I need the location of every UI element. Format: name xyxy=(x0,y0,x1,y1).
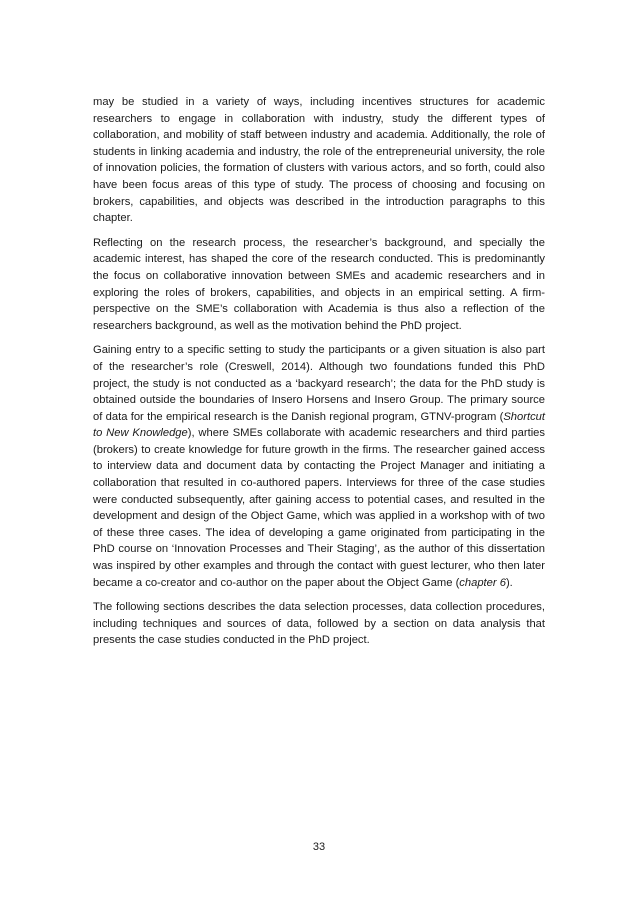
italic-chapter-ref: chapter 6 xyxy=(459,576,506,589)
paragraph-3-part-b: ), where SMEs collaborate with academic researchers and third parties (brokers) to create knowledge for future growth in the firms. The researcher gained access to interview data and document data by contacting the Project Manager and initiating a collaboration that resulted in co-authored papers. Interviews for three of the case studies were conducted subsequently, after gaining access to potential cases, and resulted in the development and design of the Object Game, which was applied in a workshop with of two of these three cases. The idea of developing a game originated from participating in the PhD course on ‘Innovation Processes and Their Staging’, as the author of this dissertation was inspired by other examples and through the contact with guest lecturer, who then later became a co-creator and co-author on the paper about the Object Game ( xyxy=(93,427,545,589)
paragraph-1: may be studied in a variety of ways, including incentives structures for academic researchers to engage in collaboration with industry, study the different types of collaboration, and mobility of staff between industry and academia. Additionally, the role of students in linking academia and industry, the role of the entrepreneurial university, the role of innovation policies, the formation of clusters with various actors, and so forth, could also have been focus areas of this type of study. The process of choosing and focusing on brokers, capabilities, and objects was described in the introduction paragraphs to this chapter. xyxy=(93,96,545,225)
paragraph-3-part-a: Gaining entry to a specific setting to study the participants or a given situation is also part of the researcher’s role (Creswell, 2014). Although two foundations funded this PhD project, the study is not conducted as a ‘backyard research’; the data for the PhD study is obtained outside the boundaries of Insero Horsens and Insero Group. The primary source of data for the empirical research is the Danish regional program, GTNV-program ( xyxy=(93,344,545,423)
paragraph-3-part-c: ). xyxy=(505,576,513,589)
paragraph-2: Reflecting on the research process, the researcher’s background, and specially the academic interest, has shaped the core of the research conducted. This is predominantly the focus on collaborative innovation between SMEs and academic researchers and in exploring the roles of brokers, capabilities, and objects in an empirical setting. A firm-perspective on the SME’s collaboration with Academia is thus also a reflection of the researchers background, as well as the motivation behind the PhD project. xyxy=(93,236,545,332)
page-number: 33 xyxy=(312,841,326,853)
body-text xyxy=(93,94,545,657)
italic-program-name: Shortcut to New Knowledge xyxy=(93,410,545,440)
paragraph-3 xyxy=(93,342,545,591)
paragraph-4: The following sections describes the data selection processes, data collection procedures, including techniques and sources of data, followed by a section on data analysis that presents the case studies conducted in the PhD project. xyxy=(93,601,545,647)
